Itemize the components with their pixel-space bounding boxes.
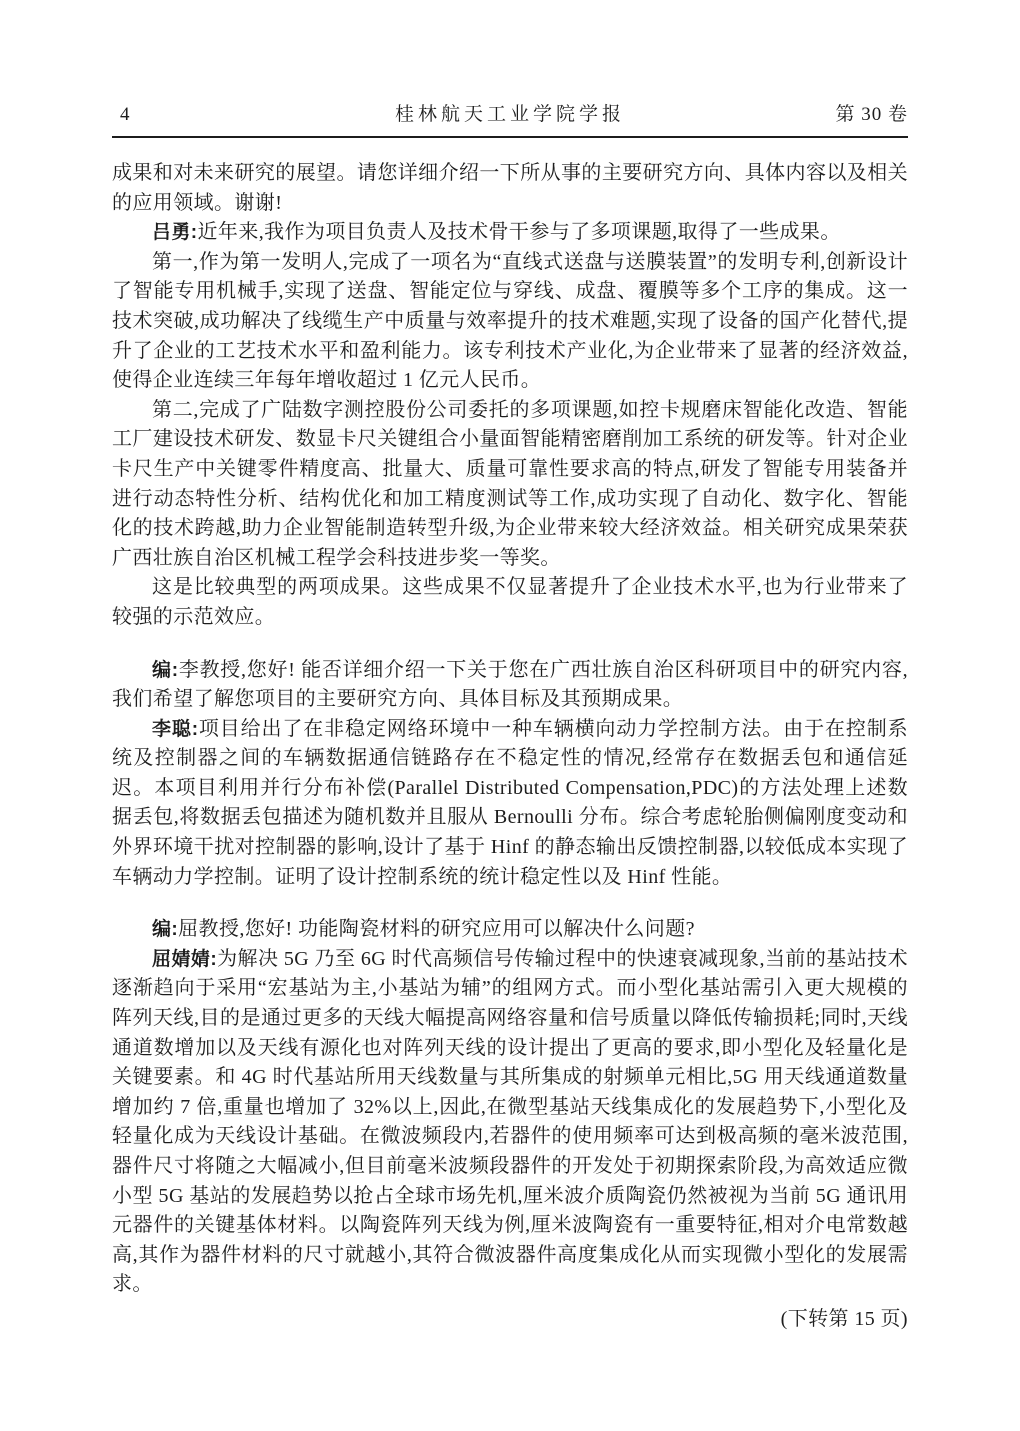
paragraph-text: 成果和对未来研究的展望。请您详细介绍一下所从事的主要研究方向、具体内容以及相关的应用领域。谢谢!: [112, 162, 908, 214]
continuation-note: (下转第 15 页): [780, 1307, 908, 1330]
paragraph: [112, 715, 908, 893]
paragraph: [112, 218, 908, 248]
speaker-name: 屈婧婧:: [152, 948, 218, 970]
speaker-name: 编:: [152, 919, 179, 941]
page-number: 4: [120, 104, 130, 125]
paragraph-text: 为解决 5G 乃至 6G 时代高频信号传输过程中的快速衰减现象,当前的基站技术逐渐趋向于采用“宏基站为主,小基站为辅”的组网方式。而小型化基站需引入更大规模的阵列天线,目的是通过更多的天线大幅提高网络容量和信号质量以降低传输损耗;同时,天线通道数增加以及天线有源化也对阵列天线的设计提出了更高的要求,即小型化及轻量化是关键要素。和 4G 时代基站所用天线数量与其所集成的射频单元相比,5G 用天线通道数量增加约 7 倍,重量也增加了 32%以上,因此,在微型基站天线集成化的发展趋势下,小型化及轻量化成为天线设计基础。在微波频段内,若器件的使用频率可达到极高频的毫米波范围,器件尺寸将随之大幅减小,但目前毫米波频段器件的开发处于初期探索阶段,为高效适应微小型 5G 基站的发展趋势以抢占全球市场先机,厘米波介质陶瓷仍然被视为当前 5G 通讯用元器件的关键基体材料。以陶瓷阵列天线为例,厘米波陶瓷有一重要特征,相对介电常数越高,其作为器件材料的尺寸就越小,其符合微波器件高度集成化从而实现微小型化的发展需求。: [112, 947, 908, 1296]
paragraph: [112, 159, 908, 218]
speaker-name: 李聪:: [152, 718, 199, 740]
journal-title: 桂林航天工业学院学报: [394, 104, 625, 125]
speaker-name: 编:: [152, 659, 179, 681]
paragraph: [112, 915, 908, 945]
paragraph: [112, 396, 908, 574]
paragraph-text: 屈教授,您好! 功能陶瓷材料的研究应用可以解决什么问题?: [178, 918, 695, 941]
paragraph-text: 近年来,我作为项目负责人及技术骨干参与了多项课题,取得了一些成果。: [197, 221, 841, 244]
paragraph: [112, 945, 908, 1300]
volume-label: 第 30 卷: [835, 104, 908, 125]
paragraph: [112, 248, 908, 396]
paragraph-text: 第一,作为第一发明人,完成了一项名为“直线式送盘与送膜装置”的发明专利,创新设计了智能专用机械手,实现了送盘、智能定位与穿线、成盘、覆膜等多个工序的集成。这一技术突破,成功解决了线缆生产中质量与效率提升的技术难题,实现了设备的国产化替代,提升了企业的工艺技术水平和盈利能力。该专利技术产业化,为企业带来了显著的经济效益,使得企业连续三年每年增收超过 1 亿元人民币。: [112, 250, 908, 392]
paragraph-text: 项目给出了在非稳定网络环境中一种车辆横向动力学控制方法。由于在控制系统及控制器之间的车辆数据通信链路存在不稳定性的情况,经常存在数据丢包和通信延迟。本项目利用并行分布补偿(Parallel Distributed Compensation,PDC)的方法处理上述数据丢包,将数据丢包描述为随机数并且服从 Bernoulli 分布。综合考虑轮胎侧偏刚度变动和外界环境干扰对控制器的影响,设计了基于 Hinf 的静态输出反馈控制器,以较低成本实现了车辆动力学控制。证明了设计控制系统的统计稳定性以及 Hinf 性能。: [112, 717, 908, 888]
page-header: [112, 0, 908, 138]
paragraph-text: 李教授,您好! 能否详细介绍一下关于您在广西壮族自治区科研项目中的研究内容,我们希望了解您项目的主要研究方向、具体目标及其预期成果。: [112, 658, 909, 711]
paragraph: [112, 656, 908, 715]
paragraph-text: 这是比较典型的两项成果。这些成果不仅显著提升了企业技术水平,也为行业带来了较强的示范效应。: [112, 576, 908, 628]
speaker-name: 吕勇:: [152, 222, 198, 244]
paragraph: [112, 573, 908, 632]
paragraph-container: [112, 159, 908, 1300]
page-body: [112, 159, 908, 1335]
paragraph-text: 第二,完成了广陆数字测控股份公司委托的多项课题,如控卡规磨床智能化改造、智能工厂建设技术研发、数显卡尺关键组合小量面智能精密磨削加工系统的研发等。针对企业卡尺生产中关键零件精度高、批量大、质量可靠性要求高的特点,研发了智能专用装备并进行动态特性分析、结构优化和加工精度测试等工作,成功实现了自动化、数字化、智能化的技术跨越,助力企业智能制造转型升级,为企业带来较大经济效益。相关研究成果荣获广西壮族自治区机械工程学会科技进步奖一等奖。: [112, 398, 908, 569]
